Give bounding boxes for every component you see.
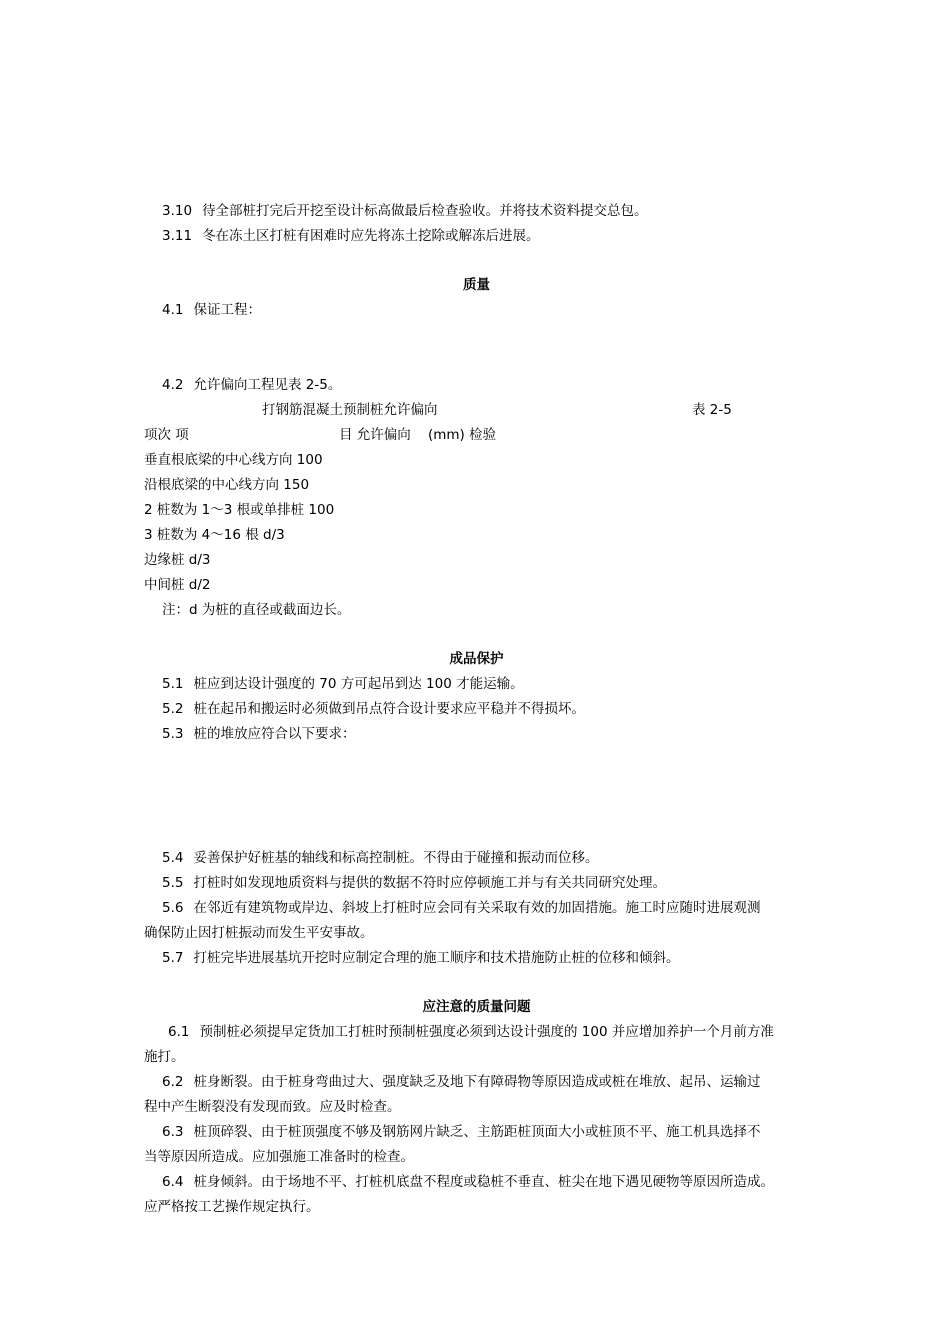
item-5-7 [144,946,832,971]
item-6-1-continued: 施打。 [144,1049,185,1065]
item-text: 桩的堆放应符合以下要求： [193,726,356,742]
table-row: 3 桩数为 4～16 根 d/3 [144,527,285,543]
item-number: 5.7 [162,950,184,966]
item-text: 预制桩必须提早定货加工打桩时预制桩强度必须到达设计强度的 100 并应增加养护一个月前方准 [199,1024,774,1040]
item-number: 4.1 [162,302,184,318]
item-4-2 [144,373,832,398]
item-6-4 [144,1170,832,1195]
item-number: 6.2 [162,1074,184,1090]
item-text: 冬在冻土区打桩有困难时应先将冻土挖除或解冻后进展。 [202,228,540,244]
item-text: 桩身断裂。由于桩身弯曲过大、强度缺乏及地下有障碍物等原因造成或桩在堆放、起吊、运输过 [193,1074,761,1090]
item-6-3 [144,1120,832,1145]
item-text: 允许偏向工程见表 2-5。 [193,377,342,393]
table-row: 2 桩数为 1～3 根或单排桩 100 [144,502,335,518]
item-number: 5.2 [162,701,184,717]
item-text: 桩身倾斜。由于场地不平、打桩机底盘不程度或稳桩不垂直、桩尖在地下遇见硬物等原因所造成。 [193,1174,774,1190]
item-number: 6.1 [168,1024,190,1040]
item-text: 桩在起吊和搬运时必须做到吊点符合设计要求应平稳并不得损坏。 [193,701,585,717]
item-4-1 [144,298,832,323]
table-title: 打钢筋混凝土预制桩允许偏向 [262,402,438,418]
table-row: 边缘桩 d/3 [144,552,211,568]
item-text: 待全部桩打完后开挖至设计标高做最后检查验收。并将技术资料提交总包。 [202,203,648,219]
item-text: 桩顶碎裂、由于桩顶强度不够及钢筋网片缺乏、主筋距桩顶面大小或桩顶不平、施工机具选择不 [193,1124,761,1140]
item-text: 桩应到达设计强度的 70 方可起吊到达 100 才能运输。 [193,676,524,692]
table-row: 中间桩 d/2 [144,577,211,593]
item-5-1 [144,672,832,697]
item-5-2 [144,697,832,722]
table-header: 项次 项 目 允许偏向 (mm) 检验 [144,427,497,443]
item-text: 在邻近有建筑物或岸边、斜坡上打桩时应会同有关采取有效的加固措施。施工时应随时进展观测 [193,900,761,916]
item-number: 3.11 [162,228,193,244]
item-text: 打桩时如发现地质资料与提供的数据不符时应停顿施工并与有关共同研究处理。 [193,875,666,891]
section-heading-quality-issues: 应注意的质量问题 [422,999,531,1015]
item-number: 3.10 [162,203,193,219]
item-3-11 [144,224,832,249]
item-number: 5.5 [162,875,184,891]
item-text: 保证工程： [193,302,261,318]
item-number: 5.4 [162,850,184,866]
item-5-6 [144,896,832,921]
item-number: 6.3 [162,1124,184,1140]
item-text: 妥善保护好桩基的轴线和标高控制桩。不得由于碰撞和振动而位移。 [193,850,599,866]
table-row: 沿根底梁的中心线方向 150 [144,477,310,493]
item-6-1 [144,1020,838,1045]
item-5-6-continued: 确保防止因打桩振动而发生平安事故。 [144,925,374,941]
item-3-10 [144,199,832,224]
item-6-4-continued: 应严格按工艺操作规定执行。 [144,1199,320,1215]
item-5-5 [144,871,832,896]
item-5-4 [144,846,832,871]
item-6-2 [144,1070,832,1095]
item-text: 打桩完毕进展基坑开挖时应制定合理的施工顺序和技术措施防止桩的位移和倾斜。 [193,950,680,966]
table-number: 表 2-5 [692,402,732,418]
table-row: 垂直根底梁的中心线方向 100 [144,452,323,468]
item-number: 5.1 [162,676,184,692]
item-number: 6.4 [162,1174,184,1190]
item-6-2-continued: 程中产生断裂没有发现而致。应及时检查。 [144,1099,401,1115]
section-heading-quality: 质量 [463,277,490,293]
section-heading-protection: 成品保护 [449,651,504,667]
table-note: 注：d 为桩的直径或截面边长。 [162,602,351,618]
item-number: 5.6 [162,900,184,916]
item-number: 4.2 [162,377,184,393]
item-number: 5.3 [162,726,184,742]
item-6-3-continued: 当等原因所造成。应加强施工准备时的检查。 [144,1149,414,1165]
item-5-3 [144,722,832,747]
